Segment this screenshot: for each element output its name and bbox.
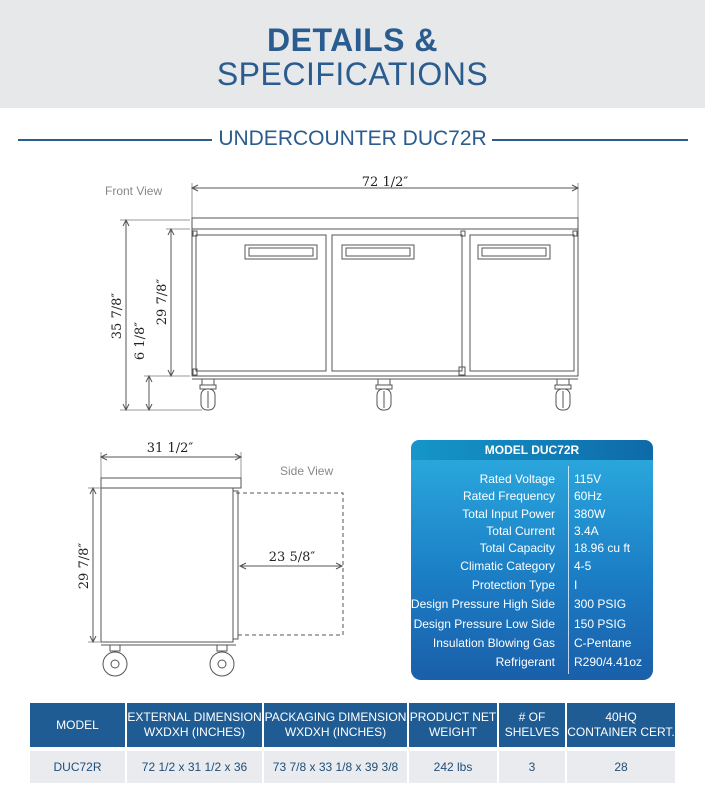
spec-row: Insulation Blowing Gas C-Pentane: [432, 636, 632, 650]
spec-row: Total Capacity 18.96 cu ft: [479, 541, 631, 555]
spec-panel: [411, 440, 653, 680]
table-header-container: 40HQ CONTAINER CERT.: [567, 703, 675, 747]
side-door-swing-dim: 23 5/8″: [268, 550, 316, 565]
spec-row: Refrigerant R290/4.41oz: [495, 655, 643, 669]
page-title-line2: SPECIFICATIONS: [216, 56, 489, 92]
table-cell-model: DUC72R: [30, 751, 125, 783]
spec-row: Total Input Power 380W: [462, 507, 606, 521]
table-header-shelves: # OF SHELVES: [499, 703, 565, 747]
section-title: UNDERCOUNTER DUC72R: [218, 127, 487, 150]
front-width-dim: 72 1/2″: [361, 175, 409, 190]
side-view-label: Side View: [280, 464, 334, 478]
spec-row: Climatic Category 4-5: [460, 559, 592, 573]
spec-row: Design Pressure Low Side 150 PSIG: [413, 617, 627, 631]
side-depth-dim: 31 1/2″: [146, 441, 194, 456]
front-cabinet-height-dim: 29 7/8″: [155, 278, 170, 326]
spec-row: Design Pressure High Side 300 PSIG: [411, 597, 627, 611]
table-header-model: MODEL: [30, 703, 125, 747]
front-view-drawing: [120, 183, 578, 410]
spec-row: Rated Voltage 115V: [479, 472, 602, 486]
table-cell-shelves: 3: [499, 751, 565, 783]
side-height-dim: 29 7/8″: [77, 542, 92, 590]
table-header-net-weight: PRODUCT NET WEIGHT: [409, 703, 497, 747]
table-header-packaging-dimension: PACKAGING DIMENSION WXDXH (INCHES): [264, 703, 407, 747]
table-cell-container: 28: [567, 751, 675, 783]
spec-row: Protection Type I: [471, 578, 578, 592]
page-title-line1: DETAILS &: [266, 22, 438, 58]
spec-row: Rated Frequency 60Hz: [462, 489, 603, 503]
front-view-label: Front View: [105, 184, 163, 198]
table-cell-external-dimension: 72 1/2 x 31 1/2 x 36: [127, 751, 262, 783]
front-overall-height-dim: 35 7/8″: [110, 292, 125, 340]
front-caster-height-dim: 6 1/8″: [133, 321, 148, 361]
spec-panel-body: [411, 460, 653, 680]
table-cell-packaging-dimension: 73 7/8 x 33 1/8 x 39 3/8: [264, 751, 407, 783]
spec-panel-title: MODEL DUC72R: [411, 440, 653, 460]
table-cell-net-weight: 242 lbs: [409, 751, 497, 783]
table-header-external-dimension: EXTERNAL DIMENSION WXDXH (INCHES): [127, 703, 262, 747]
spec-row: Total Current 3.4A: [486, 524, 599, 538]
